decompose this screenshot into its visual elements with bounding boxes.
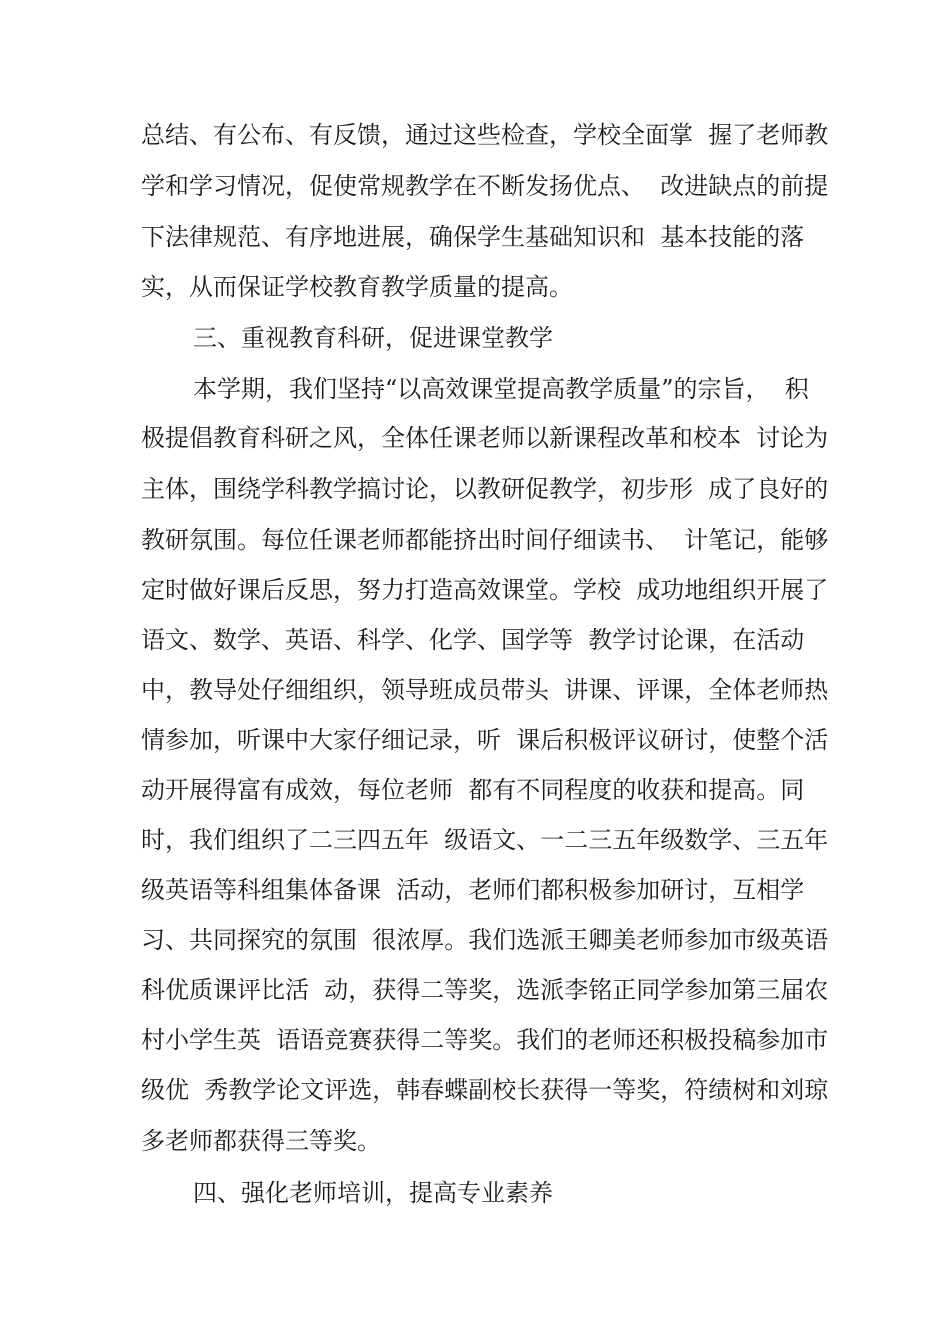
body-text-line: 多老师都获得三等奖。: [141, 1127, 381, 1155]
body-text-line: 极提倡教育科研之风，全体任课老师以新课程改革和校本 讨论为: [141, 424, 829, 452]
body-text-line: 村小学生英 语语竞赛获得二等奖。我们的老师还积极投稿参加市: [141, 1026, 829, 1054]
body-text-line: 主体，围绕学科教学搞讨论，以教研促教学，初步形 成了良好的: [141, 475, 829, 503]
section-heading: 三、重视教育科研，促进课堂教学: [193, 324, 553, 352]
section-heading: 四、强化老师培训，提高专业素养: [193, 1179, 553, 1207]
body-text-line: 动开展得富有成效，每位老师 都有不同程度的收获和提高。同: [141, 776, 805, 804]
body-text-line: 定时做好课后反思，努力打造高效课堂。学校 成功地组织开展了: [141, 576, 829, 604]
body-text-line: 总结、有公布、有反馈，通过这些检查，学校全面掌 握了老师教: [141, 121, 829, 149]
body-text-line: 科优质课评比活 动，获得二等奖，选派李铭正同学参加第三届农: [141, 976, 829, 1004]
body-text-line: 下法律规范、有序地进展，确保学生基础知识和 基本技能的落: [141, 223, 805, 251]
body-text-line: 级英语等科组集体备课 活动，老师们都积极参加研讨，互相学: [141, 876, 805, 904]
body-text-line: 中，教导处仔细组织，领导班成员带头 讲课、评课，全体老师热: [141, 676, 829, 704]
body-text-line: 学和学习情况，促使常规教学在不断发扬优点、 改进缺点的前提: [141, 172, 829, 200]
body-text-line: 教研氛围。每位任课老师都能挤出时间仔细读书、 计笔记，能够: [141, 526, 829, 554]
body-text-line: 级优 秀教学论文评选，韩春蝶副校长获得一等奖，符绩树和刘琼: [141, 1076, 829, 1104]
body-text-line: 习、共同探究的氛围 很浓厚。我们选派王卿美老师参加市级英语: [141, 926, 829, 954]
body-text-line: 情参加，听课中大家仔细记录，听 课后积极评议研讨，使整个活: [141, 726, 829, 754]
body-text-line: 语文、数学、英语、科学、化学、国学等 教学讨论课，在活动: [141, 626, 805, 654]
body-text-line: 时，我们组织了二三四五年 级语文、一二三五年级数学、三五年: [141, 826, 829, 854]
paragraph-first-line: 本学期，我们坚持“以高效课堂提高教学质量”的宗旨， 积: [193, 375, 809, 403]
body-text-line: 实，从而保证学校教育教学质量的提高。: [141, 273, 573, 301]
